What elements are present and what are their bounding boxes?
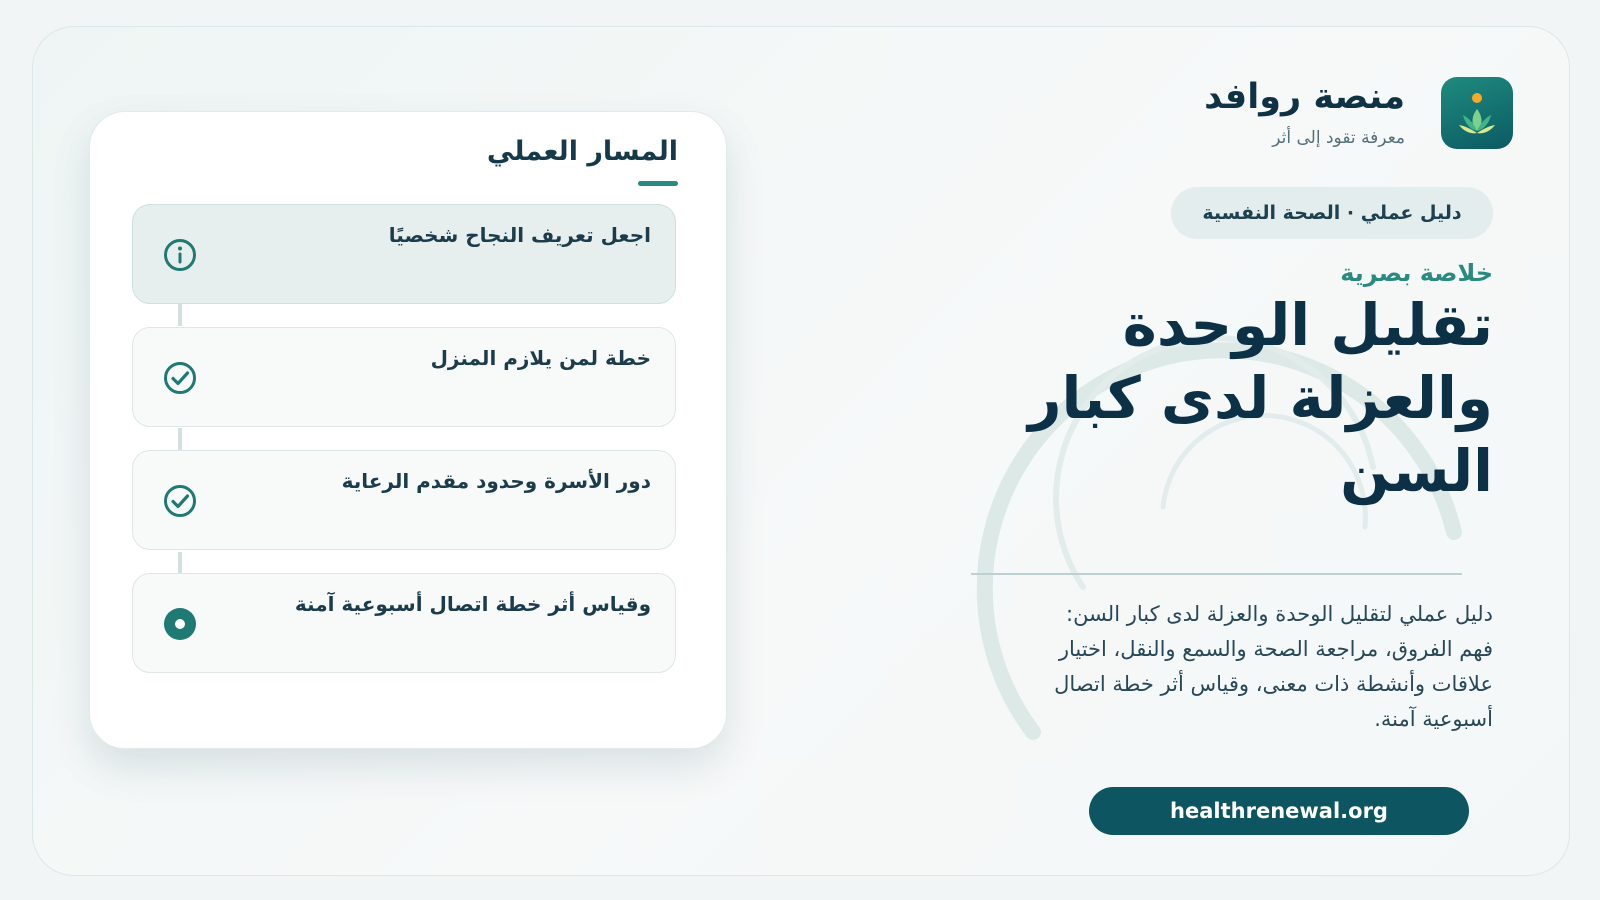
lotus-sun-icon bbox=[1441, 77, 1513, 149]
check-circle-icon bbox=[163, 484, 197, 518]
step-item[interactable] bbox=[132, 327, 676, 427]
step-item[interactable] bbox=[132, 450, 676, 550]
check-circle-icon bbox=[163, 361, 197, 395]
step-item[interactable] bbox=[132, 573, 676, 673]
website-link[interactable]: healthrenewal.org bbox=[1089, 787, 1469, 835]
eyebrow-label: خلاصة بصرية bbox=[1340, 259, 1493, 287]
step-item[interactable] bbox=[132, 204, 676, 304]
title-line: السن bbox=[1340, 437, 1493, 505]
brand-text bbox=[1204, 78, 1405, 149]
brand-name: منصة روافد bbox=[1204, 76, 1405, 117]
divider bbox=[971, 573, 1462, 575]
page-title bbox=[1023, 289, 1493, 508]
title-line: والعزلة لدى كبار bbox=[1028, 364, 1493, 432]
category-badge: دليل عملي · الصحة النفسية bbox=[1171, 187, 1493, 239]
brand bbox=[1204, 77, 1513, 149]
step-connector bbox=[178, 428, 182, 450]
brand-tagline: معرفة تقود إلى أثر bbox=[1272, 128, 1405, 149]
panel-title: المسار العملي bbox=[486, 136, 678, 167]
hero-card bbox=[32, 26, 1570, 876]
step-label: وقياس أثر خطة اتصال أسبوعية آمنة bbox=[294, 592, 651, 616]
step-connector bbox=[178, 304, 182, 326]
radio-dot-icon bbox=[163, 607, 197, 641]
title-line: تقليل الوحدة bbox=[1122, 291, 1493, 359]
step-connector bbox=[178, 552, 182, 574]
info-circle-icon bbox=[163, 238, 197, 272]
description: دليل عملي لتقليل الوحدة والعزلة لدى كبار السن: فهم الفروق، مراجعة الصحة والسمع والنقل، اختيار علاقات وأنشطة ذات معنى، وقياس أثر خطة اتصال أسبوعية آمنة. bbox=[1054, 602, 1493, 731]
title-underline bbox=[638, 181, 678, 186]
step-label: اجعل تعريف النجاح شخصيًا bbox=[388, 223, 651, 247]
step-label: خطة لمن يلازم المنزل bbox=[430, 346, 651, 370]
step-label: دور الأسرة وحدود مقدم الرعاية bbox=[341, 469, 651, 493]
steps-panel bbox=[89, 111, 727, 749]
